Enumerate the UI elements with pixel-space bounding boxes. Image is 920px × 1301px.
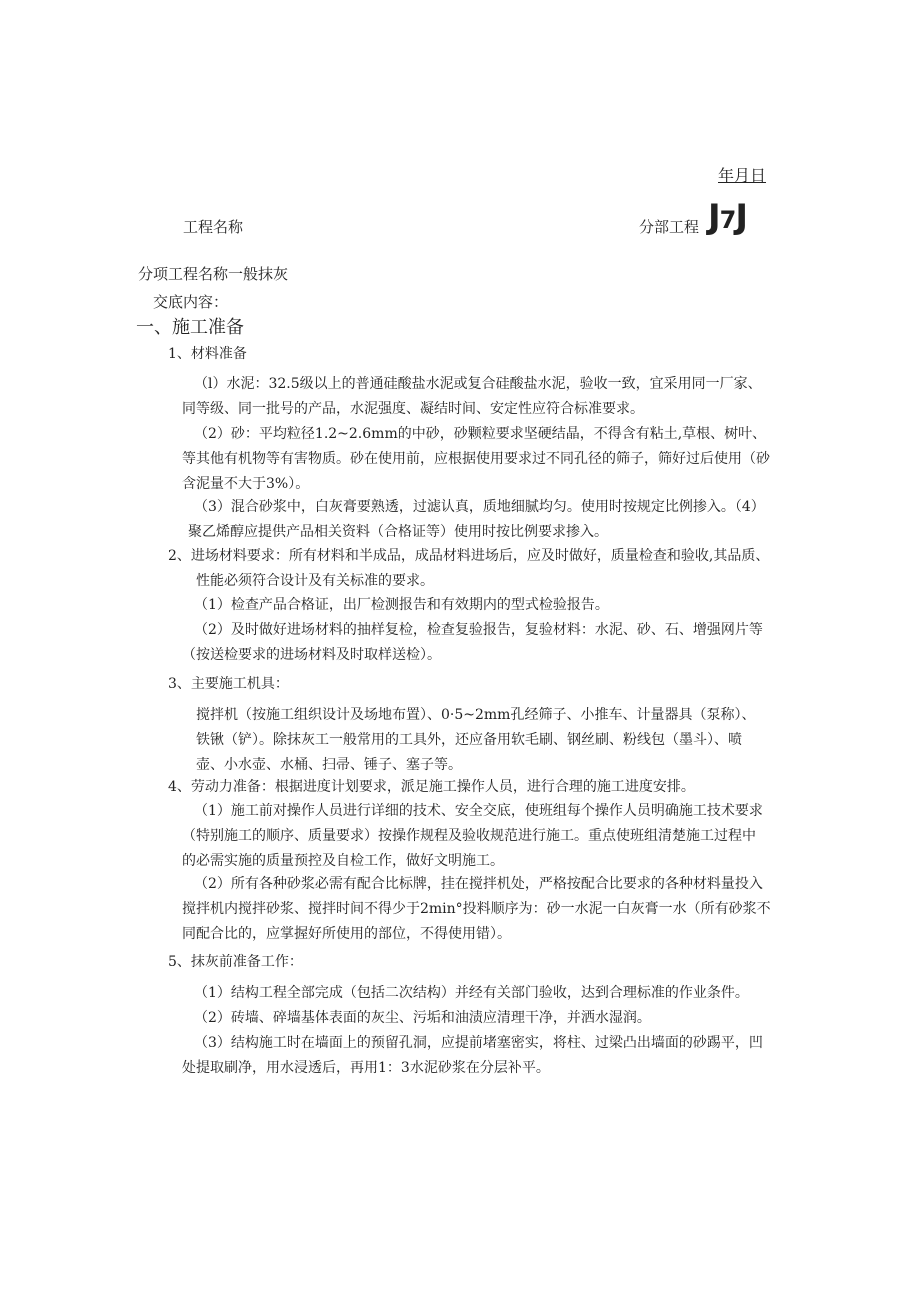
para-line: 搅拌机内搅拌砂浆、搅拌时间不得少于2min°投料顺序为：砂一水泥一白灰膏一水（所有砂浆不 <box>182 901 771 917</box>
item-name: 分项工程名称一般抹灰 <box>138 265 289 283</box>
heading-materials: 1、材料准备 <box>168 346 247 362</box>
para-line: 的必需实施的质量预控及自检工作，做好文明施工。 <box>182 853 504 869</box>
para-line: （1）施工前对操作人员进行详细的技术、安全交底，使班组每个操作人员明确施工技术要求 <box>194 803 763 819</box>
heading-tools: 3、主要施工机具： <box>168 676 289 692</box>
para-cement <box>182 372 762 422</box>
para-line: （1）检查产品合格证，出厂检测报告和有效期内的型式检验报告。 <box>194 597 609 613</box>
para-line: 等其他有机物等有害物质。砂在使用前，应根据使用要求过不同孔径的筛子，筛好过后使用（砂 <box>182 451 770 467</box>
section-title: 一、施工准备 <box>136 317 244 338</box>
para-clean <box>194 1006 651 1031</box>
heading-labor: 4、劳动力准备：根据进度计划要求，派足施工操作人员，进行合理的施工进度安排。 <box>168 779 695 795</box>
heading-incoming-materials <box>168 544 769 594</box>
sub-project-label: 分部工程 <box>639 218 700 236</box>
para-structure <box>194 981 749 1006</box>
sub-project-code-c: J <box>735 197 748 237</box>
para-mix-ratio <box>182 872 771 947</box>
para-line: （2）砂：平均粒径1.2~2.6mm的中砂，砂颗粒要求坚硬结晶，不得含有粘土,草根、树叶、 <box>194 426 767 442</box>
para-line: （2）砖墙、碎墙基体表面的灰尘、污垢和油渍应清理干净，并洒水湿润。 <box>194 1010 651 1026</box>
sub-project-code-b: 7 <box>719 206 736 234</box>
para-line: 2、进场材料要求：所有材料和半成品，成品材料进场后，应及时做好，质量检查和验收,其品质、 <box>168 548 770 564</box>
para-line: 聚乙烯醇应提供产品相关资料（合格证等）使用时按比例要求掺入。 <box>188 524 608 540</box>
para-sand <box>182 422 770 497</box>
para-line: 同配合比的，应掌握好所使用的部位，不得使用错）。 <box>182 926 511 942</box>
para-line: 壶、小水壶、水桶、扫帚、锤子、塞子等。 <box>196 757 462 773</box>
para-line: （2）所有各种砂浆必需有配合比标牌，挂在搅拌机处，严格按配合比要求的各种材料量投入 <box>194 876 763 892</box>
date-field: 年月日 <box>718 166 767 185</box>
para-briefing <box>182 799 763 874</box>
sub-project-code-a: J <box>708 197 720 237</box>
para-line: 搅拌机（按施工组织设计及场地布置）、0·5~2mm孔经筛子、小推车、计量器具（泵称）、 <box>196 707 756 723</box>
para-certificate <box>194 593 609 618</box>
para-recheck <box>182 618 763 668</box>
para-line: 处提取刷净，用水浸透后，再用1：3水泥砂浆在分层补平。 <box>182 1060 550 1076</box>
project-name-label: 工程名称 <box>183 218 244 236</box>
para-line: 含泥量不大于3%）。 <box>182 476 310 492</box>
para-line: 铁锹（铲）。除抹灰工一般常用的工具外，还应备用软毛刷、钢丝刷、粉线包（墨斗）、喷 <box>196 732 742 748</box>
para-line: （按送检要求的进场材料及时取样送检）。 <box>182 647 441 663</box>
para-line: （特别施工的顺序、质量要求）按操作规程及验收规范进行施工。重点使班组清楚施工过程中 <box>182 828 756 844</box>
para-line: （l）水泥：32.5级以上的普通硅酸盐水泥或复合硅酸盐水泥，验收一致，宜采用同一厂家、 <box>194 376 762 392</box>
para-tools <box>196 703 755 778</box>
para-line: 同等级、同一批号的产品，水泥强度、凝结时间、安定性应符合标准要求。 <box>182 401 644 417</box>
para-line: （2）及时做好进场材料的抽样复检，检查复验报告，复验材料：水泥、砂、石、增强网片等 <box>194 622 763 638</box>
para-line: （3）混合砂浆中，白灰膏要熟透，过滤认真，质地细腻均匀。使用时按规定比例掺入。（4） <box>194 499 765 515</box>
para-holes <box>182 1031 763 1081</box>
sub-project-code <box>708 197 747 237</box>
content-label: 交底内容： <box>153 293 229 311</box>
heading-pre-plaster: 5、抹灰前准备工作： <box>168 954 303 970</box>
para-line: （1）结构工程全部完成（包括二次结构）并经有关部门验收，达到合理标准的作业条件。 <box>194 985 749 1001</box>
para-line: 性能必须符合设计及有关标准的要求。 <box>196 573 434 589</box>
para-line: （3）结构施工时在墙面上的预留孔洞，应提前堵塞密实，将柱、过梁凸出墙面的砂踢平，凹 <box>194 1035 763 1051</box>
para-mortar <box>182 495 765 545</box>
